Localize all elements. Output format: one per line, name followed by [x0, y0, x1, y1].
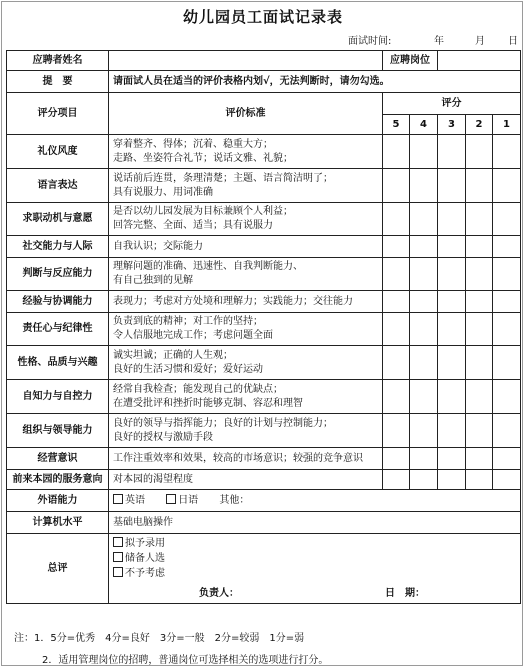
header-row: [7, 93, 521, 115]
score-cell-3[interactable]: [438, 346, 466, 380]
criterion-item: 经营意识: [7, 448, 109, 470]
reserve-option-label: 储备人选: [125, 553, 165, 564]
score-cell-5[interactable]: [383, 414, 410, 448]
header-item: 评分项目: [7, 93, 109, 135]
hire-option-label: 拟予录用: [125, 538, 165, 549]
summary-cell: [109, 534, 521, 604]
criterion-line: 具有说服力、用词准确: [113, 186, 213, 198]
score-cell-5[interactable]: [383, 313, 410, 346]
criterion-line: 令人信服地完成工作；考虑问题全面: [113, 330, 273, 341]
score-cell-2[interactable]: [466, 380, 493, 414]
criterion-item: 礼仪风度: [7, 135, 109, 169]
score-cell-4[interactable]: [410, 135, 438, 169]
position-label: 应聘岗位: [383, 51, 438, 71]
score-cell-3[interactable]: [438, 470, 466, 490]
criterion-line: 表现力；考虑对方处境和理解力；实践能力；交往能力: [113, 295, 353, 307]
score-cell-4[interactable]: [410, 236, 438, 258]
position-field[interactable]: [438, 51, 521, 71]
japanese-option[interactable]: [166, 495, 198, 506]
score-cell-1[interactable]: [493, 169, 521, 203]
criterion-line: 自我认识；交际能力: [113, 240, 203, 252]
japanese-option-label: 日语: [178, 494, 199, 506]
criterion-standard: [109, 414, 383, 448]
intent-row: [7, 470, 521, 490]
score-cell-3[interactable]: [438, 203, 466, 236]
score-cell-1[interactable]: [493, 258, 521, 291]
criterion-line: 在遭受批评和挫折时能够克制、容忍和理智: [113, 397, 303, 409]
criterion-item: 社交能力与人际: [7, 236, 109, 258]
interview-time-label: 面试时间:: [348, 36, 392, 47]
score-cell-1[interactable]: [493, 236, 521, 258]
score-cell-4[interactable]: [410, 346, 438, 380]
score-cell-1[interactable]: [493, 380, 521, 414]
criterion-item: 自知力与自控力: [7, 380, 109, 414]
language-label: 外语能力: [7, 490, 109, 512]
score-cell-1[interactable]: [493, 448, 521, 470]
responsible-label: 负责人：: [199, 588, 239, 599]
criterion-line: 说话前后连贯，条理清楚；主题、语言简洁明了；: [113, 172, 333, 184]
score-cell-3[interactable]: [438, 135, 466, 169]
criterion-standard: [109, 346, 383, 380]
computer-label: 计算机水平: [7, 512, 109, 534]
score-cell-5[interactable]: [383, 380, 410, 414]
score-cell-3[interactable]: [438, 380, 466, 414]
score-cell-4[interactable]: [410, 470, 438, 490]
computer-row: [7, 512, 521, 534]
hint-row: [7, 71, 521, 93]
score-cell-3[interactable]: [438, 258, 466, 291]
criterion-item: 组织与领导能力: [7, 414, 109, 448]
score-cell-5[interactable]: [383, 135, 410, 169]
criterion-line: 良好的生活习惯和爱好；爱好运动: [113, 363, 263, 375]
score-cell-5[interactable]: [383, 291, 410, 313]
language-row: [7, 490, 521, 512]
intent-label: 前来本园的服务意向: [7, 470, 109, 490]
hint-text: 请面试人员在适当的评价表格内划√，无法判断时，请勿勾选。: [109, 71, 521, 93]
score-cell-4[interactable]: [410, 258, 438, 291]
criterion-row: [7, 135, 521, 169]
score-3-header: 3: [438, 115, 466, 135]
score-cell-1[interactable]: [493, 203, 521, 236]
criterion-standard: [109, 236, 383, 258]
reject-option-label: 不予考虑: [125, 568, 165, 579]
criterion-item: 求职动机与意愿: [7, 203, 109, 236]
applicant-name-label: 应聘者姓名: [7, 51, 109, 71]
score-cell-5[interactable]: [383, 346, 410, 380]
score-cell-3[interactable]: [438, 236, 466, 258]
reject-checkbox[interactable]: [113, 567, 123, 577]
score-cell-1[interactable]: [493, 313, 521, 346]
english-option[interactable]: [113, 495, 145, 506]
criterion-item: 语言表达: [7, 169, 109, 203]
criterion-item: 经验与协调能力: [7, 291, 109, 313]
score-cell-5[interactable]: [383, 470, 410, 490]
criterion-standard: [109, 313, 383, 346]
month-label: 月: [475, 36, 485, 47]
summary-row: [7, 534, 521, 604]
criterion-standard: [109, 169, 383, 203]
criterion-row: [7, 414, 521, 448]
score-cell-4[interactable]: [410, 414, 438, 448]
hire-checkbox[interactable]: [113, 537, 123, 547]
criterion-standard: [109, 291, 383, 313]
criterion-line: 回答完整、全面、适当；具有说服力: [113, 220, 273, 231]
english-option-label: 英语: [125, 494, 145, 506]
criterion-row: [7, 169, 521, 203]
criterion-standard: [109, 135, 383, 169]
criterion-line: 诚实坦诚；正确的人生观；: [113, 349, 233, 361]
score-cell-5[interactable]: [383, 203, 410, 236]
score-cell-1[interactable]: [493, 291, 521, 313]
criterion-row: [7, 236, 521, 258]
score-4-header: 4: [410, 115, 438, 135]
score-cell-2[interactable]: [466, 135, 493, 169]
year-label: 年: [434, 36, 444, 47]
criterion-line: 负责到底的精神；对工作的坚持；: [113, 316, 263, 327]
criterion-line: 良好的授权与激励手段: [113, 431, 213, 443]
language-options: [109, 490, 521, 512]
japanese-checkbox[interactable]: [166, 494, 176, 504]
english-checkbox[interactable]: [113, 494, 123, 504]
score-2-header: 2: [466, 115, 493, 135]
score-cell-2[interactable]: [466, 203, 493, 236]
reject-option[interactable]: [113, 567, 165, 581]
score-cell-3[interactable]: [438, 448, 466, 470]
criterion-line: 走路、坐姿符合礼节；说话文雅、礼貌；: [113, 152, 293, 164]
score-cell-1[interactable]: [493, 414, 521, 448]
hire-option[interactable]: [113, 537, 165, 551]
score-cell-4[interactable]: [410, 448, 438, 470]
criterion-row: [7, 203, 521, 236]
criterion-row: [7, 346, 521, 380]
applicant-name-field[interactable]: [109, 51, 383, 71]
score-cell-2[interactable]: [466, 414, 493, 448]
criterion-standard: [109, 448, 383, 470]
criterion-line: 有自己独到的见解: [113, 275, 193, 286]
score-1-header: 1: [493, 115, 521, 135]
criterion-line: 穿着整齐、得体；沉着、稳重大方；: [113, 138, 273, 150]
score-cell-5[interactable]: [383, 448, 410, 470]
criterion-row: [7, 313, 521, 346]
score-cell-1[interactable]: [493, 135, 521, 169]
score-cell-4[interactable]: [410, 380, 438, 414]
criterion-item: 判断与反应能力: [7, 258, 109, 291]
score-cell-3[interactable]: [438, 313, 466, 346]
interview-record-table: [6, 50, 521, 604]
date-label: 日 期：: [385, 588, 425, 599]
criterion-line: 工作注重效率和效果，较高的市场意识；较强的竞争意识: [113, 452, 363, 464]
score-cell-4[interactable]: [410, 291, 438, 313]
criterion-standard: [109, 380, 383, 414]
other-language-label: 其他：: [219, 494, 250, 506]
score-cell-2[interactable]: [466, 470, 493, 490]
score-5-header: 5: [383, 115, 410, 135]
criterion-line: 良好的领导与指挥能力；良好的计划与控制能力；: [113, 417, 333, 429]
applicant-row: [7, 51, 521, 71]
criterion-row: [7, 291, 521, 313]
intent-text: 对本园的渴望程度: [109, 470, 383, 490]
score-cell-5[interactable]: [383, 236, 410, 258]
score-cell-5[interactable]: [383, 169, 410, 203]
score-cell-4[interactable]: [410, 169, 438, 203]
score-cell-2[interactable]: [466, 236, 493, 258]
score-cell-3[interactable]: [438, 291, 466, 313]
computer-text: 基础电脑操作: [109, 512, 521, 534]
hint-label: 提 要: [7, 71, 109, 93]
criterion-line: 是否以幼儿园发展为目标兼顾个人利益；: [113, 206, 293, 217]
criterion-item: 责任心与纪律性: [7, 313, 109, 346]
score-cell-2[interactable]: [466, 313, 493, 346]
score-cell-1[interactable]: [493, 346, 521, 380]
score-cell-2[interactable]: [466, 169, 493, 203]
score-cell-2[interactable]: [466, 448, 493, 470]
criterion-standard: [109, 258, 383, 291]
score-cell-1[interactable]: [493, 470, 521, 490]
score-cell-2[interactable]: [466, 346, 493, 380]
criterion-standard: [109, 203, 383, 236]
score-cell-4[interactable]: [410, 313, 438, 346]
score-cell-3[interactable]: [438, 414, 466, 448]
score-cell-2[interactable]: [466, 258, 493, 291]
header-standard: 评价标准: [109, 93, 383, 135]
criterion-row: [7, 380, 521, 414]
score-cell-4[interactable]: [410, 203, 438, 236]
criterion-line: 理解问题的准确、迅速性、自我判断能力、: [113, 261, 303, 272]
summary-label: 总评: [7, 534, 109, 604]
criterion-row: [7, 258, 521, 291]
criterion-item: 性格、品质与兴趣: [7, 346, 109, 380]
score-cell-2[interactable]: [466, 291, 493, 313]
criterion-line: 经常自我检查；能发现自己的优缺点；: [113, 383, 283, 395]
form-title: 幼儿园员工面试记录表: [182, 8, 343, 26]
note-line-2: 2．适用管理岗位的招聘，普通岗位可选择相关的选项进行打分。: [42, 655, 329, 666]
reserve-checkbox[interactable]: [113, 552, 123, 562]
criterion-row: [7, 448, 521, 470]
score-cell-5[interactable]: [383, 258, 410, 291]
header-score: 评分: [383, 93, 521, 115]
note-line-1: 注：1．5分=优秀 4分=良好 3分=一般 2分=较弱 1分=弱: [14, 633, 305, 644]
day-label: 日: [508, 36, 518, 47]
reserve-option[interactable]: [113, 552, 165, 566]
score-cell-3[interactable]: [438, 169, 466, 203]
